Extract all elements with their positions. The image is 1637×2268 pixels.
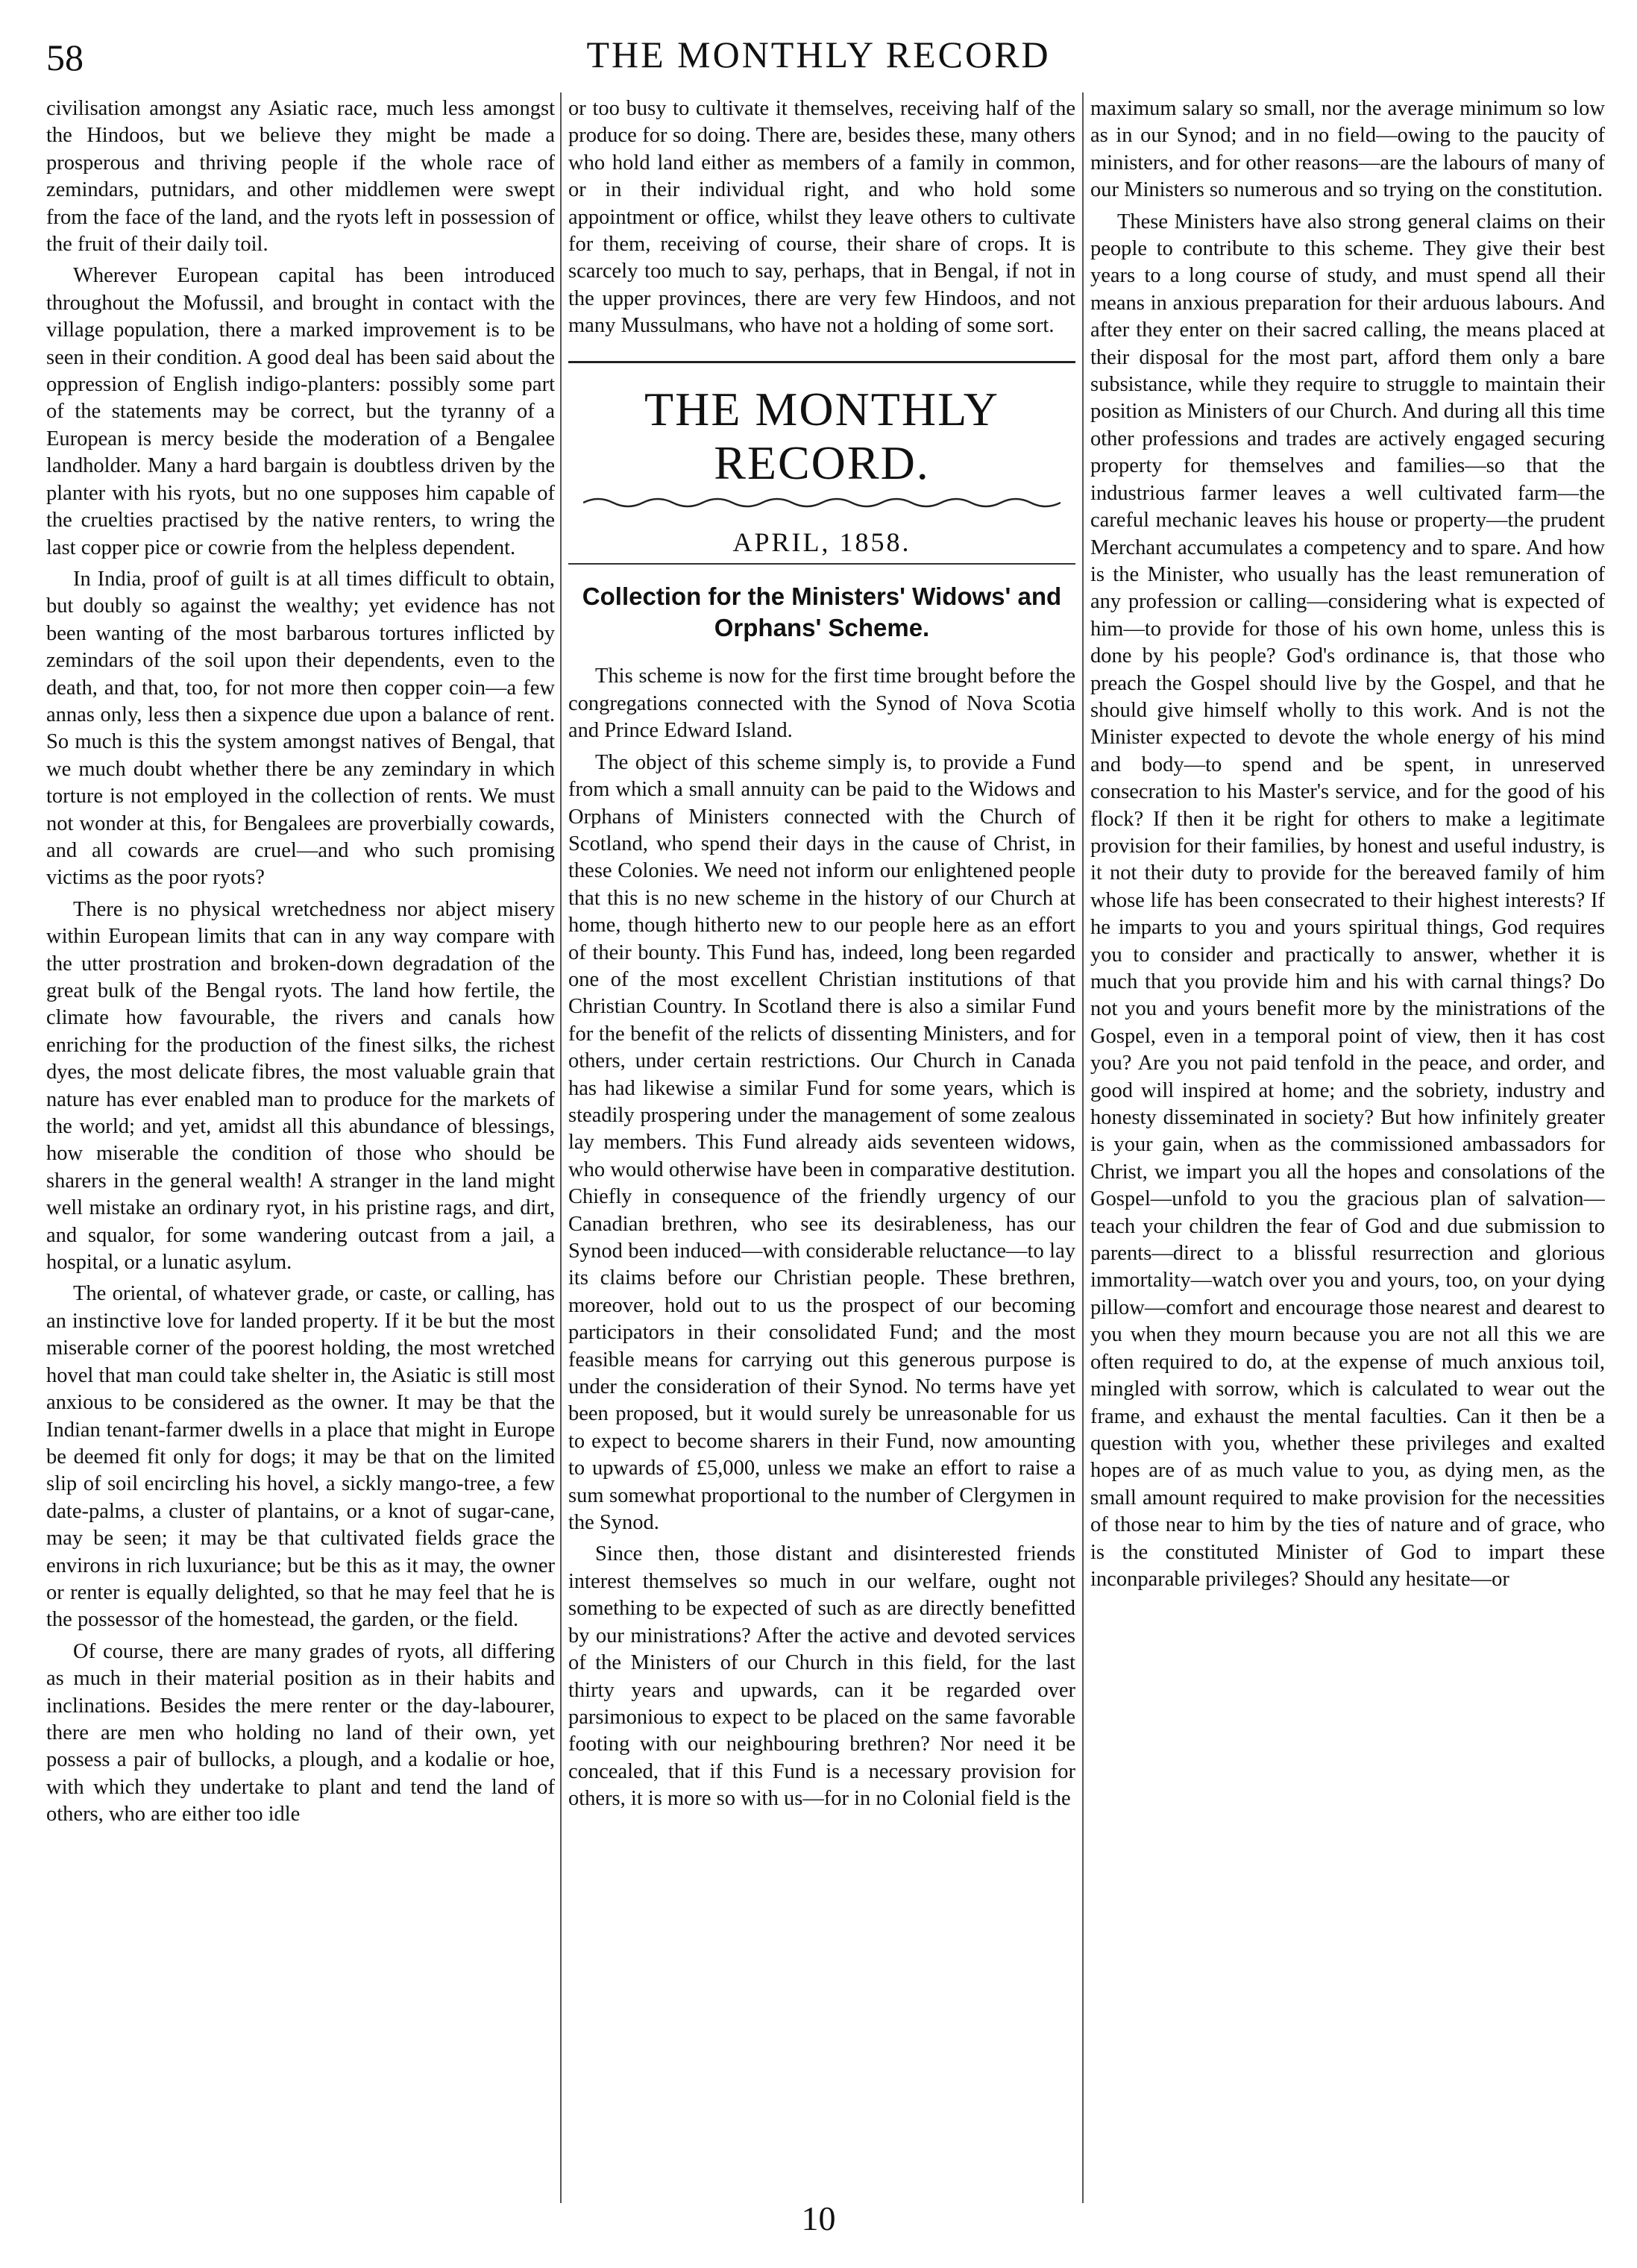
- paragraph: Of course, there are many grades of ryots, all differing as much in their material position as in their habits and inclinations. Besides the mere renter or the day-labourer, there are men who holding no land of their own, yet possess a pair of bullocks, a plough, and a kodalie or hoe, with which they undertake to plant and tend the land of others, who are either too idle: [46, 1639, 555, 1826]
- running-title: THE MONTHLY RECORD: [586, 34, 1051, 75]
- paragraph: maximum salary so small, nor the average minimum so low as in our Synod; and in no field—owing to the paucity of ministers, and for other reasons—are the labours of many of our Ministers so numerous and so trying on the constitution.: [1090, 97, 1605, 202]
- paragraph: These Ministers have also strong general claims on their people to contribute to this scheme. They give their best years to a long course of study, and must spend all their means in anxious preparation for their arduous labours. And after they enter on their sacred calling, the means placed at their disposal for the most part, afford them only a bare subsistance, while they require to struggle to maintain their position as Ministers of our Church. And during all this time other professions and trades are actively engaged securing property for themselves and families—so that the industrious farmer leaves a well cultivated farm—the careful mechanic leaves his house or property—the prudent Merchant accumulates a competency and to spare. And how is the Minister, who usually has the least remuneration of any profession or calling—considering what is expected of him—to provide for those of his own home, unless this is done by his people? God's ordinance is, that those who preach the Gospel should live by the Gospel, and that he should give himself wholly to this work. And is not the Minister expected to devote the whole energy of his mind and body—to spend and be spent, in unreserved consecration to his Master's service, and for the good of his flock? If then it be right for others to make a legitimate provision for their families, by honest and useful industry, is it not their duty to provide for the bereaved family of him whose life has been consecrated to their highest interests? If he imparts to you and yours spiritual things, God requires you to consider and practically to answer, whether it is much that you provide him and his with carnal things? Do not you and yours benefit more by the ministrations of the Gospel, even in a temporal point of view, then it has cost you? Are you not paid tenfold in the peace, and order, and good will inspired at home; and the sobriety, industry and honesty disseminated in society? But how infinitely greater is your gain, when as the commissioned ambassadors for Christ, we impart you all the hopes and consolations of the Gospel—unfold to you the gracious plan of salvation—teach your children the fear of God and due submission to parents—direct to a blissful resurrection and glorious immortality—watch over you and yours, too, on your dying pillow—comfort and encourage those nearest and dearest to you when they mourn because you are not all this we are often required to do, at the expense of much anxious toil, mingled with sorrow, which is calculated to wear out the frame, and exhaust the mental faculties. Can it then be a question with you, whether these privileges and exalted hopes are of as much value to you, as dying men, as the small amount required to make provision for the necessities of those near to him by the ties of nature and of grace, who is the constituted Minister of God to impart these inconparable privileges? Should any hesitate—or: [1090, 210, 1605, 1591]
- column-rule-right: [1082, 92, 1084, 2203]
- article-title: Collection for the Ministers' Widows' and Orphans' Scheme.: [582, 582, 1062, 642]
- dateline-rule: [568, 563, 1075, 565]
- dateline: APRIL, 1858.: [732, 527, 911, 558]
- column-rule-left: [560, 92, 562, 2203]
- paragraph: or too busy to cultivate it themselves, receiving half of the produce for so doing. There are, besides these, many others who hold land either as members of a family in common, or in their individual right, and who hold some appointment or office, whilst they leave others to cultivate for them, receiving of course, their share of crops. It is scarcely too much to say, perhaps, that in Bengal, if not in the upper provinces, there are very few Hindoos, and not many Mussulmans, who have not a holding of some sort.: [568, 97, 1075, 338]
- column-3: [1090, 95, 1605, 2191]
- paragraph: civilisation amongst any Asiatic race, much less amongst the Hindoos, but we believe they might be made a prosperous and thriving people if the whole race of zemindars, putnidars, and other middlemen were swept from the face of the land, and the ryots left in possession of the fruit of their daily toil.: [46, 97, 555, 257]
- section-separator: [568, 361, 1075, 363]
- column-1: [46, 95, 555, 2191]
- page-number: 58: [46, 37, 84, 78]
- paragraph: There is no physical wretchedness nor abject misery within European limits that can in any way compare with the utter prostration and broken-down degradation of the great bulk of the Bengal ryots. The land how fertile, the climate how favourable, the rivers and canals how enriching for the production of the finest silks, the richest dyes, the most delicate fibres, the most valuable grain that nature has ever enabled man to produce for the markets of the world; and yet, amidst all this abundance of blessings, how miserable the condition of those who should be sharers in the general wealth! A stranger in the land might well mistake an ordinary ryot, in his pristine rags, and dirt, and squalor, for some wandering outcast from a jail, a hospital, or a lunatic asylum.: [46, 897, 555, 1275]
- ornamental-rule: [568, 491, 1075, 518]
- paragraph: The oriental, of whatever grade, or caste, or calling, has an instinctive love for landed property. If it be but the most miserable corner of the poorest holding, the most wretched hovel that man could take shelter in, the Asiatic is still most anxious to be considered as the owner. It may be that the Indian tenant-farmer dwells in a place that might in Europe be deemed fit only for dogs; it may be that on the limited slip of soil encircling his hovel, a sickly mango-tree, a few date-palms, a cluster of plantains, or a knot of sugar-cane, may be seen; it may be that cultivated fields grace the environs in rich luxuriance; but be this as it may, the owner or renter is equally delighted, so that he may feel that he is the possessor of the homestead, the garden, or the field.: [46, 1282, 555, 1632]
- signature-mark: 10: [801, 2199, 836, 2237]
- paragraph: The object of this scheme simply is, to provide a Fund from which a small annuity can be paid to the Widows and Orphans of Ministers connected with the Church of Scotland, who spend their days in the cause of Christ, in these Colonies. We need not inform our enlightened people that this is no new scheme in the history of our Church at home, though hitherto new to our people here as an effort of their bounty. This Fund has, indeed, long been regarded one of the most excellent Christian institutions of that Christian Country. In Scotland there is also a similar Fund for the benefit of the relicts of dissenting Ministers, and for others, under certain restrictions. Our Church in Canada has had likewise a similar Fund for some years, which is steadily prospering under the management of some zealous lay members. This Fund already aids seventeen widows, who would otherwise have been in comparative destitution. Chiefly in consequence of the friendly urgency of our Canadian brethren, who see its desirableness, has our Synod been induced—with considerable reluctance—to lay its claims before our Christian people. These brethren, moreover, hold out to us the prospect of our becoming participators in their consolidated Fund; and the most feasible means for carrying out this generous purpose is under the consideration of their Synod. No terms have yet been proposed, but it would surely be unreasonable for us to expect to become sharers in their Fund, now amounting to upwards of £5,000, unless we make an effort to raise a sum somewhat proportional to the number of Clergymen in the Synod.: [568, 750, 1075, 1535]
- column-2: [568, 95, 1075, 2191]
- paragraph: Since then, those distant and disinterested friends interest themselves so much in our welfare, ought not something to be expected of such as are directly benefitted by our ministrations? After the active and devoted services of the Ministers of our Church in this field, for the last thirty years and upwards, can it be regarded over parsimonious to expect to be placed on the same favorable footing with our neighbouring brethren? Nor need it be concealed, that if this Fund is a necessary provision for others, it is more so with us—for in no Colonial field is the: [568, 1542, 1075, 1811]
- paragraph: In India, proof of guilt is at all times difficult to obtain, but doubly so against the wealthy; yet evidence has not been wanting of the most barbarous tortures inflicted by zemindars of the soil upon their dependents, even to the death, and that, too, for not more then copper coin—a few annas only, less then a sixpence due upon a balance of rent. So much is this the system amongst natives of Bengal, that we much doubt whether there be any zemindary in which torture is not employed in the collection of rents. We must not wonder at this, for Bengalees are proverbially cowards, and all cowards are cruel—and who such promising victims as the poor ryots?: [46, 567, 555, 890]
- masthead: THE MONTHLY RECORD.: [644, 382, 999, 489]
- paragraph: This scheme is now for the first time brought before the congregations connected with the Synod of Nova Scotia and Prince Edward Island.: [568, 665, 1075, 743]
- paragraph: Wherever European capital has been introduced throughout the Mofussil, and brought in contact with the village population, there a marked improvement is to be seen in their condition. A good deal has been said about the oppression of English indigo-planters: possibly some part of the statements may be correct, but the tyranny of a European is mercy beside the moderation of a Bengalee landholder. Many a hard bargain is doubtless driven by the planter with his ryots, but no one supposes him capable of the cruelties practised by the native renters, to wring the last copper pice or cowrie from the helpless dependent.: [46, 264, 555, 559]
